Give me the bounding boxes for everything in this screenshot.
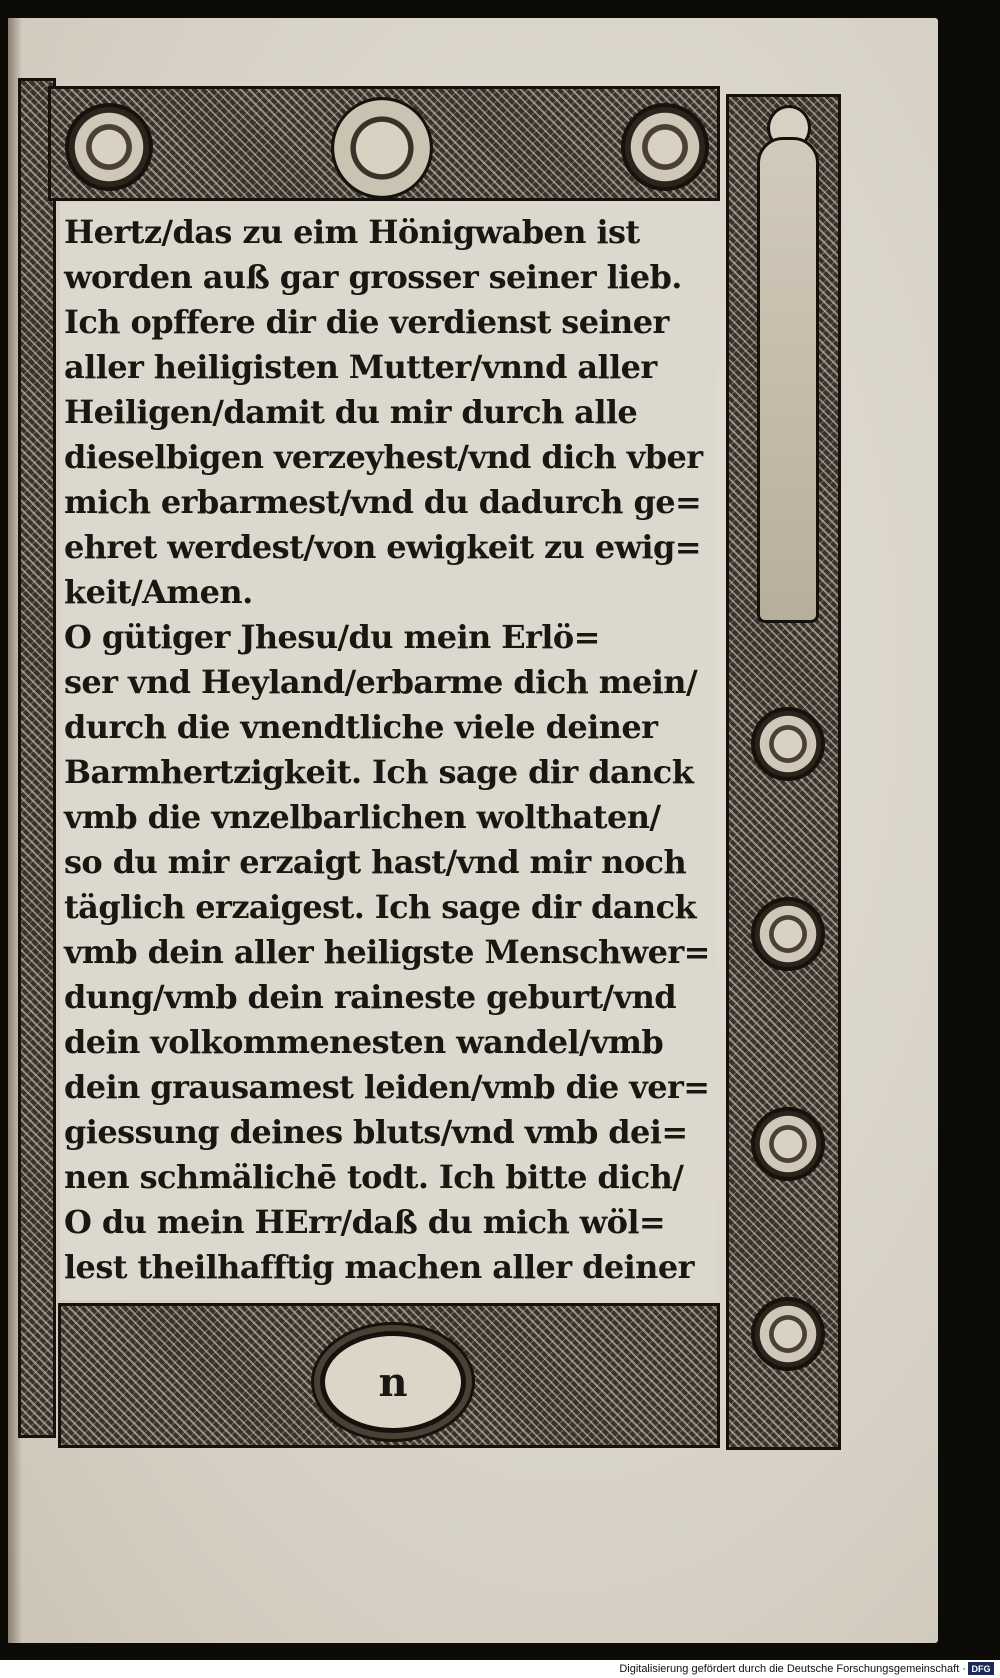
text-line: Hertz/das zu eim Hönigwaben ist bbox=[64, 213, 640, 251]
text-line: vmb die vnzelbarlichen wolthaten/ bbox=[64, 798, 661, 836]
column-medallion-3 bbox=[751, 1107, 825, 1181]
digitization-credit: Digitalisierung gefördert durch die Deutsche Forschungsgemeinschaft · bbox=[619, 1663, 966, 1675]
sun-face-ornament bbox=[331, 97, 433, 199]
text-line: ehret werdest/von ewigkeit zu ewig= bbox=[64, 528, 701, 566]
text-line: durch die vnendtliche viele deiner bbox=[64, 708, 658, 746]
text-line: mich erbarmest/vnd du dadurch ge= bbox=[64, 483, 702, 521]
text-line: dung/vmb dein raineste geburt/vnd bbox=[64, 978, 677, 1016]
text-line: aller heiligisten Mutter/vnnd aller bbox=[64, 348, 657, 386]
text-line: Heiligen/damit du mir durch alle bbox=[64, 393, 638, 431]
left-woodcut-border-strip bbox=[18, 78, 56, 1438]
text-line: O gütiger Jhesu/du mein Erlö= bbox=[64, 618, 600, 656]
text-line: Barmhertzigkeit. Ich sage dir danck bbox=[64, 753, 694, 791]
text-line: Ich opffere dir die verdienst seiner bbox=[64, 303, 669, 341]
saint-figure bbox=[757, 137, 819, 623]
text-line: keit/Amen. bbox=[64, 573, 253, 611]
top-woodcut-border bbox=[48, 86, 720, 201]
text-line: so du mir erzaigt hast/vnd mir noch bbox=[64, 843, 687, 881]
column-medallion-1 bbox=[751, 707, 825, 781]
text-line: nen schmälichē todt. Ich bitte dich/ bbox=[64, 1158, 684, 1196]
text-line: dieselbigen verzeyhest/vnd dich vber bbox=[64, 438, 703, 476]
column-medallion-4 bbox=[751, 1297, 825, 1371]
text-line: lest theilhafftig machen aller deiner bbox=[64, 1248, 694, 1286]
page-signature-mark: n bbox=[378, 1358, 408, 1406]
text-line: täglich erzaigest. Ich sage dir danck bbox=[64, 888, 697, 926]
page-number-cartouche bbox=[320, 1331, 466, 1433]
dfg-logo: DFG bbox=[968, 1662, 994, 1675]
text-line: dein volkommenesten wandel/vmb bbox=[64, 1023, 664, 1061]
text-lines-container bbox=[64, 210, 714, 1290]
book-page bbox=[8, 18, 938, 1643]
text-line: giessung deines bluts/vnd vmb dei= bbox=[64, 1113, 688, 1151]
text-line: ser vnd Heyland/erbarme dich mein/ bbox=[64, 663, 698, 701]
text-line: vmb dein aller heiligste Menschwer= bbox=[64, 933, 710, 971]
text-line: worden auß gar grosser seiner lieb. bbox=[64, 258, 682, 296]
text-line: dein grausamest leiden/vmb die ver= bbox=[64, 1068, 710, 1106]
text-block bbox=[60, 202, 716, 1300]
right-rosette-ornament bbox=[621, 103, 709, 191]
column-medallion-2 bbox=[751, 897, 825, 971]
right-woodcut-border-column bbox=[726, 94, 841, 1450]
left-rosette-ornament bbox=[65, 103, 153, 191]
text-line: O du mein HErr/daß du mich wöl= bbox=[64, 1203, 666, 1241]
